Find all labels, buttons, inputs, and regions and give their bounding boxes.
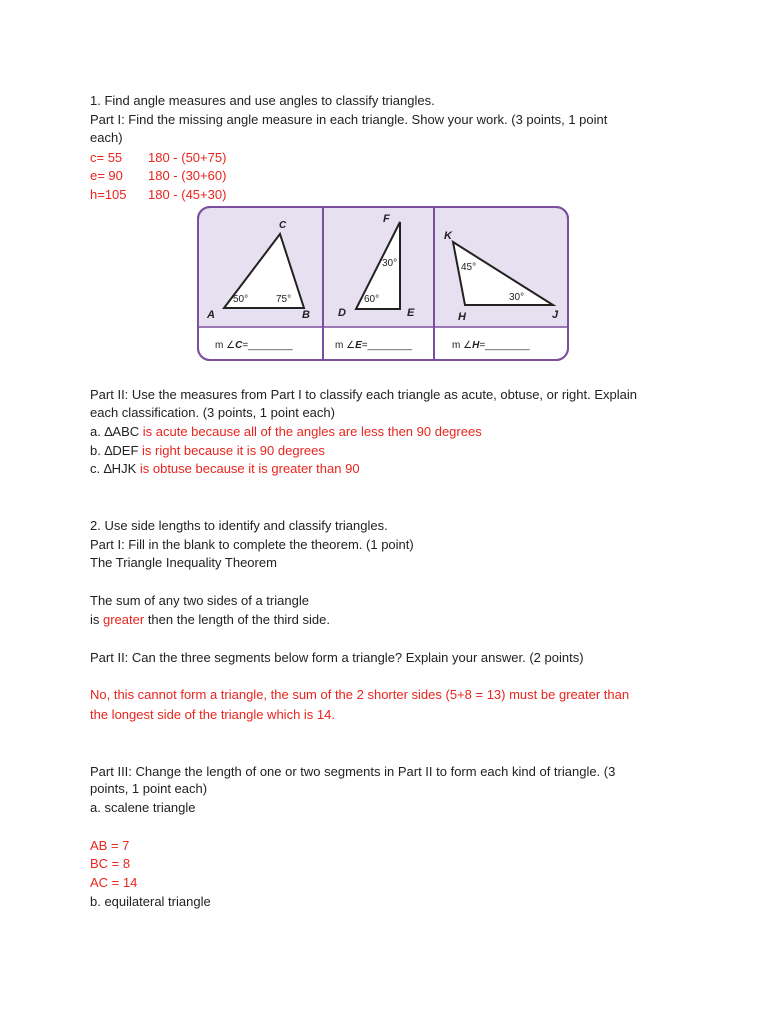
vertex-d-label: D <box>338 307 346 319</box>
q1-part2-instructions-cont: each classification. (3 points, 1 point each) <box>90 405 335 420</box>
q1-part1-instructions: Part I: Find the missing angle measure in each triangle. Show your work. (3 points, 1 point <box>90 112 608 127</box>
theorem-rest: then the length of the third side. <box>144 612 330 627</box>
prompt-c: m ∠C=________ <box>215 340 293 351</box>
theorem-name: The Triangle Inequality Theorem <box>90 555 277 570</box>
q2-part3-instructions: Part III: Change the length of one or two segments in Part II to form each kind of triangle. (3 <box>90 764 616 779</box>
vertex-h-label: H <box>458 311 466 323</box>
vertex-f-label: F <box>383 213 390 225</box>
answer-h <box>90 186 227 204</box>
scalene-label: a. scalene triangle <box>90 800 196 815</box>
q2-part3-instructions-cont: points, 1 point each) <box>90 781 208 796</box>
classify-hjk <box>90 460 360 478</box>
q2-part2-answer-line2: the longest side of the triangle which is 14. <box>90 707 335 722</box>
scalene-bc: BC = 8 <box>90 856 131 871</box>
vertex-c-label: C <box>279 220 287 231</box>
vertex-k-label: K <box>444 230 452 242</box>
answer-c-work: 180 - (50+75) <box>148 150 227 165</box>
q2-part2-answer-line1: No, this cannot form a triangle, the sum of the 2 shorter sides (5+8 = 13) must be greater than <box>90 687 630 702</box>
scalene-ab: AB = 7 <box>90 838 130 853</box>
theorem-is: is <box>90 612 103 627</box>
vertex-j-label: J <box>552 309 559 321</box>
triangles-figure-svg <box>197 206 570 362</box>
angle-f-label: 30° <box>382 258 398 269</box>
theorem-line2 <box>90 611 330 629</box>
classify-def-answer: is right because it is 90 degrees <box>138 443 325 458</box>
vertex-a-label: A <box>207 309 215 321</box>
theorem-blank-answer: greater <box>103 612 145 627</box>
answer-h-value: h=105 <box>90 187 127 202</box>
q2-title: 2. Use side lengths to identify and classify triangles. <box>90 518 388 533</box>
classify-abc <box>90 423 482 441</box>
q1-part1-instructions-cont: each) <box>90 130 123 145</box>
q2-part2-instructions: Part II: Can the three segments below form a triangle? Explain your answer. (2 points) <box>90 650 584 665</box>
vertex-e-label: E <box>407 307 415 319</box>
q1-title: 1. Find angle measures and use angles to classify triangles. <box>90 93 435 108</box>
answer-e-value: e= 90 <box>90 168 123 183</box>
angle-k-label: 45° <box>461 262 477 273</box>
answer-c <box>90 149 227 167</box>
classify-abc-answer: is acute because all of the angles are less then 90 degrees <box>139 424 482 439</box>
classify-hjk-prefix: c. ∆HJK <box>90 461 137 476</box>
prompt-h: m ∠H=________ <box>452 340 530 351</box>
answer-c-value: c= 55 <box>90 150 123 165</box>
angle-d-label: 60° <box>364 294 380 305</box>
classify-def-prefix: b. ∆DEF <box>90 443 139 458</box>
classify-def <box>90 442 325 460</box>
classify-hjk-answer: is obtuse because it is greater than 90 <box>136 461 360 476</box>
q2-part1-instructions: Part I: Fill in the blank to complete the theorem. (1 point) <box>90 537 414 552</box>
angle-j-label: 30° <box>509 292 525 303</box>
triangles-figure <box>197 206 570 362</box>
q1-part2-instructions: Part II: Use the measures from Part I to classify each triangle as acute, obtuse, or right. Explain <box>90 387 637 402</box>
prompt-e: m ∠E=________ <box>335 340 413 351</box>
answer-e-work: 180 - (30+60) <box>148 168 227 183</box>
scalene-ac: AC = 14 <box>90 875 138 890</box>
answer-h-work: 180 - (45+30) <box>148 187 227 202</box>
classify-abc-prefix: a. ∆ABC <box>90 424 140 439</box>
angle-b-label: 75° <box>276 294 292 305</box>
equilateral-label: b. equilateral triangle <box>90 894 211 909</box>
vertex-b-label: B <box>302 309 310 321</box>
angle-a-label: 50° <box>233 294 249 305</box>
theorem-line1: The sum of any two sides of a triangle <box>90 593 309 608</box>
answer-e <box>90 167 227 185</box>
